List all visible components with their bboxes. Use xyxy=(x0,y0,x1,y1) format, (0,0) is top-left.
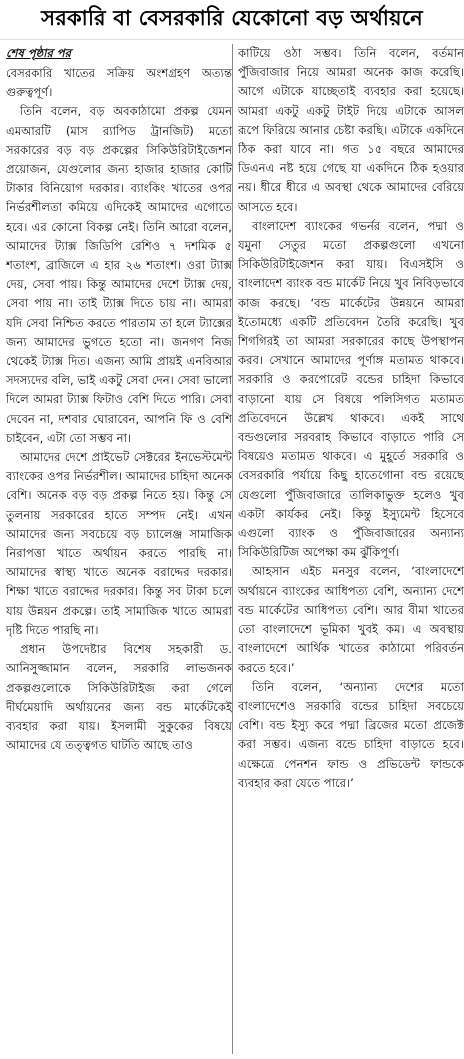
paragraph: আহসান এইচ মনসুর বলেন, ‘বাংলাদেশে অর্থায়নে ব্যাংকের আধিপত্য বেশি, অন্যান্য দেশে বন্ড মার্কেটের আধিপত্য বেশি। আর বীমা খাতের তো বাংলাদেশে ভূমিকা খুবই কম। এ অবস্থায় বাংলাদেশে আর্থিক খাতের কাঠামো পরিবর্তন করতে হবে।’ xyxy=(238,564,464,675)
article-column-left xyxy=(6,44,232,1056)
paragraph: বেসরকারি খাতের সক্রিয় অংশগ্রহণ অত্যন্ত গুরুত্বপূর্ণ। xyxy=(6,66,232,100)
paragraph: বাংলাদেশ ব্যাংকের গভর্নর বলেন, পদ্মা ও যমুনা সেতুর মতো প্রকল্পগুলো এখনো সিকিউরিটাইজেশন করা যায়। বিএসইসি ও বাংলাদেশ ব্যাংক বন্ড মার্কেট নিয়ে খুব নিবিড়ভাবে কাজ করছে। ‘বন্ড মার্কেটের উন্নয়নে আমরা ইতোমধ্যে একটি প্রতিবেদন তৈরি করেছি। খুব শিগগিরই তা আমরা সরকারের কাছে উপস্থাপন করব। সেখানে আমাদের পূর্ণাঙ্গ মতামত থাকবে। সরকারি ও করপোরেট বন্ডের চাহিদা কিভাবে বাড়ানো যায় সে বিষয়ে পলিসিগত মতামত প্রতিবেদনে উল্লেখ থাকবে। একই সাথে বন্ডগুলোর সরবরাহ কিভাবে বাড়াতে পারি সে বিষয়েও মতামত থাকবে। এ মুহূর্তে সরকারি ও বেসরকারি পর্যায়ে কিছু হাতেগোনা বন্ড রয়েছে যেগুলো পুঁজিবাজারে তালিকাভুক্ত হলেও খুব একটা কার্যকর নেই। কিন্তু ইস্যুমেন্ট হিসেবে এগুলো ব্যাংক ও পুঁজিবাজারের অন্যান্য সিকিউরিটিজ অপেক্ষা কম ঝুঁকিপূর্ণ। xyxy=(238,218,464,560)
continued-from-label: শেষ পৃষ্ঠার পর xyxy=(6,46,71,60)
paragraph: তিনি বলেন, ‘অন্যান্য দেশের মতো বাংলাদেশেও সরকারি বন্ডের চাহিদা সবচেয়ে বেশি। বন্ড ইস্যু করে পদ্মা ব্রিজের মতো প্রজেক্ট করা সম্ভব। এজন্য বন্ডে চাহিদা বাড়াতে হবে। এক্ষেত্রে পেনশন ফান্ড ও প্রভিডেন্ট ফান্ডকে ব্যবহার করা যেতে পারে।’ xyxy=(238,679,464,790)
article-column-right xyxy=(238,44,464,1056)
paragraph: কাটিয়ে ওঠা সম্ভব। তিনি বলেন, বর্তমান পুঁজিবাজার নিয়ে আমরা অনেক কাজ করেছি। আগে এটাকে যাচ্ছেতাই ব্যবহার করা হয়েছে। আমরা একটু একটু টাইট দিয়ে এটাকে আসল রূপে ফিরিয়ে আনার চেষ্টা করছি। এটাকে একদিনে ঠিক করা যাবে না। গত ১৫ বছরে আমাদের ডিএনএ নষ্ট হয়ে গেছে যা একদিনে ঠিক হওয়ার নয়। ধীরে ধীরে এ অবস্থা থেকে আমাদের বেরিয়ে আসতে হবে। xyxy=(238,46,464,214)
paragraph: আমাদের দেশে প্রাইভেট সেক্টরের ইনভেস্টমেন্ট ব্যাংকের ওপর নির্ভরশীল। আমাদের চাহিদা অনেক বেশি। অনেক বড় বড় প্রকল্প নিতে হয়। কিন্তু সে তুলনায় সরকারের হাতে সম্পদ নেই। এখন আমাদের জন্য সবচেয়ে বড় চ্যালেঞ্জ সামাজিক নিরাপত্তা খাতে অর্থায়ন করতে পারছি না। আমাদের স্বাস্থ্য খাতে অনেক বরাদ্দের দরকার। শিক্ষা খাতে বরাদ্দের দরকার। কিন্তু সব টাকা চলে যায় উন্নয়ন প্রকল্পে। তাই সামাজিক খাতে আমরা দৃষ্টি দিতে পারছি না। xyxy=(6,450,232,637)
paragraph: তিনি বলেন, বড় অবকাঠামো প্রকল্প যেমন এমআরটি (মাস র‍্যাপিড ট্রানজিট) মতো সরকারের বড় বড় প্রকল্পের সিকিউরিটাইজেশন প্রয়োজন, যেগুলোর জন্য হাজার হাজার কোটি টাকার বিনিয়োগ দরকার। ব্যাংকিং খাতের ওপর নির্ভরশীলতা কমিয়ে এদিকেই আমাদের এগোতে হবে। এর কোনো বিকল্প নেই। তিনি আরো বলেন, আমাদের ট্যাক্স জিডিপি রেশিও ৭ দশমিক ৫ শতাংশ, ব্রাজিলে এ হার ২৬ শতাংশ। ওরা ট্যাক্স দেয়, সেবা পায়। কিন্তু আমাদের দেশে ট্যাক্স দেয়, সেবা পায় না। তাই ট্যাক্স দিতে চায় না। আমরা যদি সেবা নিশ্চিত করতে পারতাম তা হলে ট্যাক্সের জন্য আমাদের ভুগতে হতো না। জনগণ নিজ থেকেই ট্যাক্স দিত। এজন্য আমি প্রায়ই এনবিআর সদস্যদের বলি, ভাই একটু সেবা দেন। সেবা ভালো দিলে আমরা ট্যাক্স ফিটাও বেশি দিতে পারি। সেবা দেবেন না, দশবার ঘোরাবেন, আপনি ফি ও বেশি চাইবেন, এটা তো সম্ভব না। xyxy=(6,104,232,445)
column-divider xyxy=(232,44,233,1054)
headline: সরকারি বা বেসরকারি যেকোনো বড় অর্থায়নে xyxy=(0,0,464,40)
paragraph: প্রধান উপদেষ্টার বিশেষ সহকারী ড. আনিসুজ্জামান বলেন, সরকারি লাভজনক প্রকল্পগুলোকে সিকিউরিটাইজ করা গেলে দীর্ঘমেয়াদি অর্থায়নের জন্য বন্ড মার্কেটকেই ব্যবহার করা যায়। ইসলামী সুকুকের বিষয়ে আমাদের যে তত্ত্বগত ঘাটতি আছে তাও xyxy=(6,642,232,753)
